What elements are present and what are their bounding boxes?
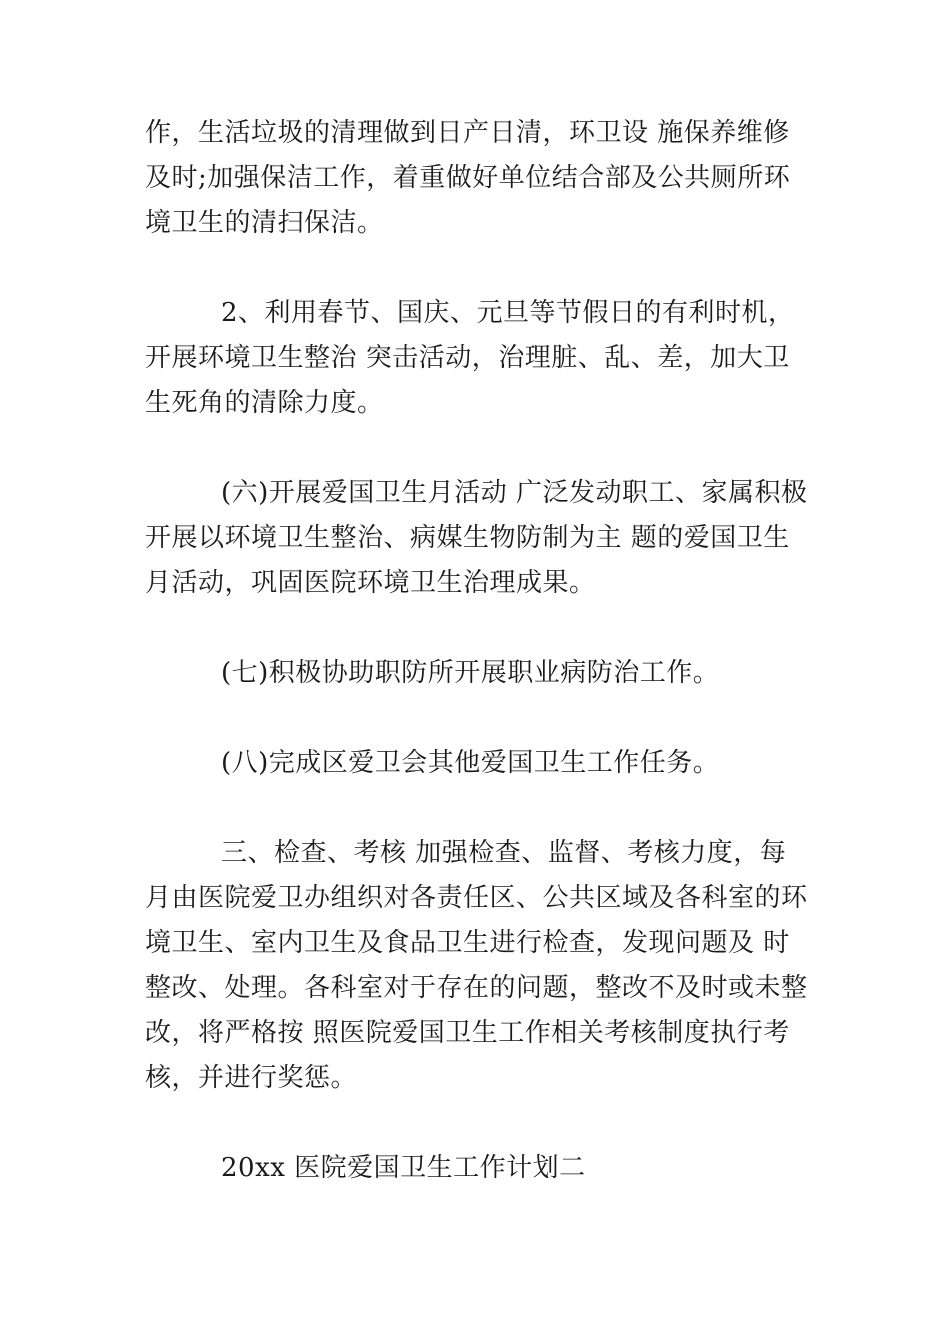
paragraph-section-7: (七)积极协助职防所开展职业病防治工作。	[221, 658, 720, 688]
paragraph-item-2: 2、利用春节、国庆、元旦等节假日的有利时机，开展环境卫生整治 突击活动，治理脏、乱、差，加大卫生死角的清除力度。	[145, 298, 795, 418]
paragraph-inspection: 三、检查、考核 加强检查、监督、考核力度，每月由医院爱卫办组织对各责任区、公共区域及各科室的环境卫生、室内卫生及食品卫生进行检查，发现问题及 时整改、处理。各科室对于存在的问题，整改不及时或未整改，将严格按 照医院爱国卫生工作相关考核制度执行考核，并进行奖惩。	[145, 838, 808, 1093]
paragraph-section-6: (六)开展爱国卫生月活动 广泛发动职工、家属积极开展以环境卫生整治、病媒生物防制为主 题的爱国卫生月活动，巩固医院环境卫生治理成果。	[145, 478, 808, 598]
section-heading-plan-two: 20xx 医院爱国卫生工作计划二	[221, 1153, 586, 1183]
paragraph-section-8: (八)完成区爱卫会其他爱国卫生工作任务。	[221, 748, 720, 778]
paragraph-continuation: 作，生活垃圾的清理做到日产日清，环卫设 施保养维修及时;加强保洁工作，着重做好单位结合部及公共厕所环境卫生的清扫保洁。	[145, 118, 791, 238]
